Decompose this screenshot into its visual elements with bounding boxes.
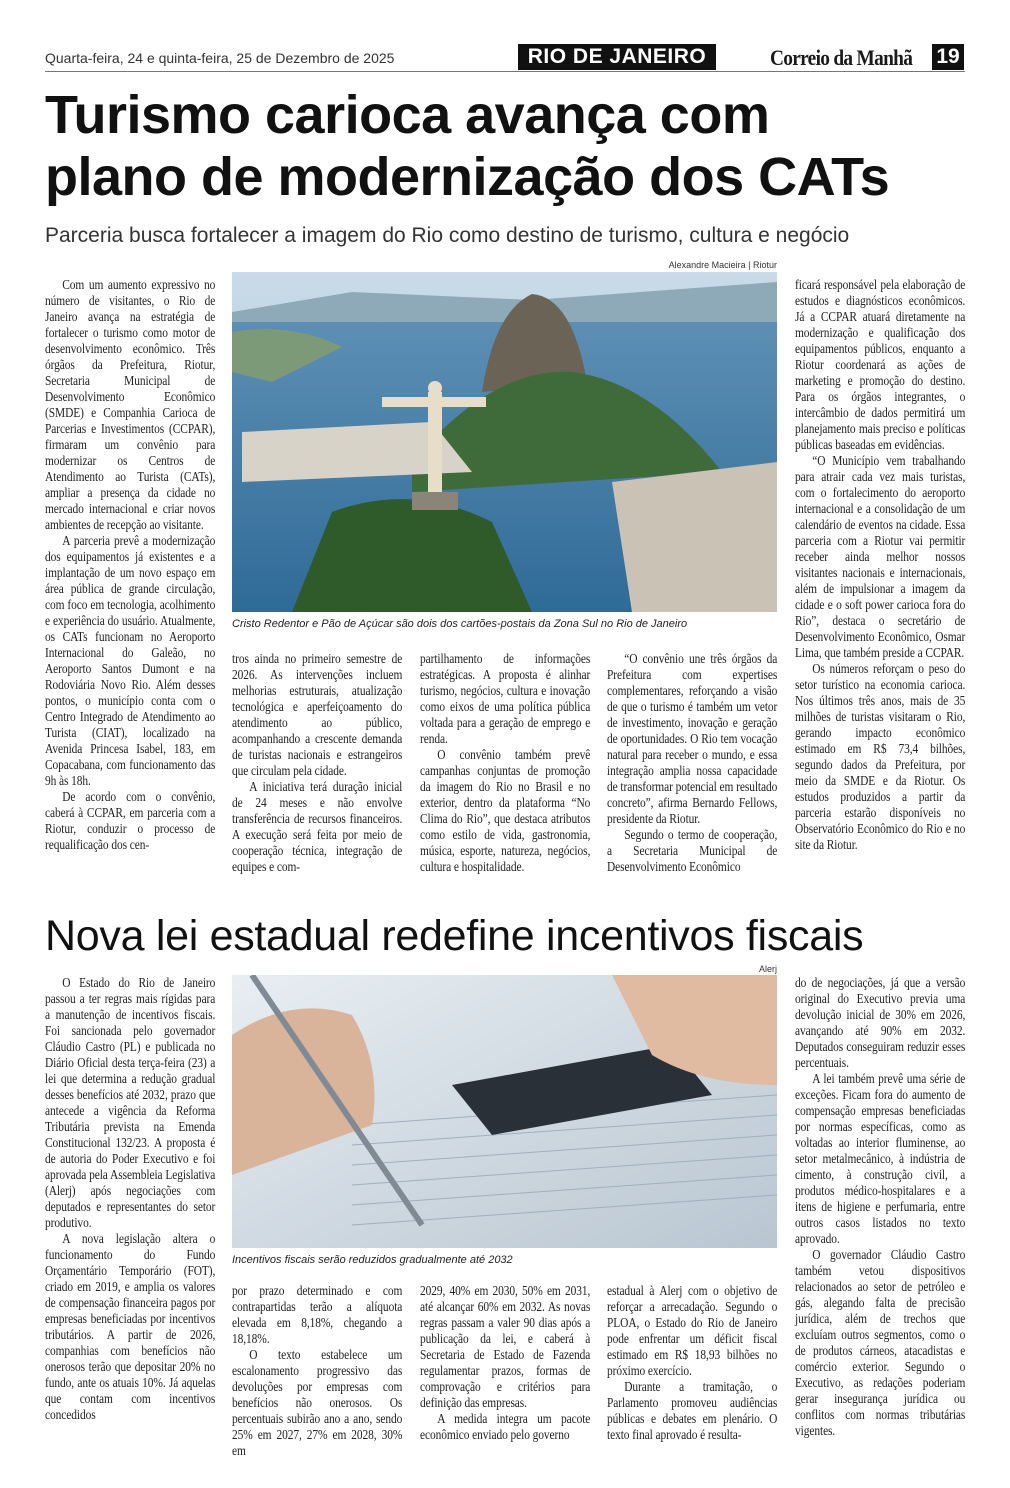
paragraph: A parceria prevê a modernização dos equipamentos já existentes e a implantação de um novo espaço em área pública de grande circulação, com foco em tecnologia, acolhimento e experiência do usuário. Atualmente, os CATs funcionam no Aeroporto Internacional do Galeão, no Aeroporto Santos Dumont e na Rodoviária Novo Rio. Além desses pontos, o município conta com o Centro Integrado de Atendimento ao Turista (CIAT), localizado na Avenida Princesa Isabel, 183, em Copacabana, com funcionamento das 9h às 18h. [45,533,216,788]
headline-line: Turismo carioca avança com [45,85,770,145]
page-number: 19 [932,44,964,70]
paragraph: “O convênio une três órgãos da Prefeitura com expertises complementares, reforçando a visão de que o turismo é também um vetor de investimento, inovação e geração de oportunidades. O Rio tem vocação natural para receber o mundo, e essa integração amplia nossa capacidade de transformar potencial em resultado concreto”, afirma Bernardo Fellows, presidente da Riotur. [607,651,778,826]
article1-subtitle: Parceria busca fortalecer a imagem do Rio como destino de turismo, cultura e negócio [45,224,850,247]
calculator-hands-image [232,975,777,1248]
article1-column-3 [420,651,590,875]
article2-column-5 [795,975,965,1439]
article1-column-5 [795,277,965,853]
paragraph: A nova legislação altera o funcionamento do Fundo Orçamentário Temporário (FOT), criado em 2019, e amplia os valores de compensação financeira pagos por empresas beneficiadas por incentivos tributários. A partir de 2026, companhias com benefícios não onerosos terão que depositar 20% no fundo, ante os atuais 10%. Já aquelas que contam com incentivos concedidos [45,1231,216,1422]
photo-credit: Alerj [758,964,777,974]
paragraph: do de negociações, já que a versão original do Executivo previa uma devolução inicial de 30% em 2026, avançando até 90% em 2032. Deputados conseguiram reduzir esses percentuais. [795,975,966,1070]
paragraph: ficará responsável pela elaboração de estudos e diagnósticos econômicos. Já a CCPAR atuará diretamente na modernização e qualificação dos equipamentos públicos, enquanto a Riotur coordenará as ações de marketing e promoção do destino. Para os órgãos integrantes, o intercâmbio de dados permitirá um planejamento mais preciso e políticas públicas baseadas em evidências. [795,277,966,452]
paragraph: Os números reforçam o peso do setor turístico na economia carioca. Nos últimos três anos, mais de 35 milhões de turistas visitaram o Rio, gerando impacto econômico estimado em R$ 73,4 bilhões, segundo dados da Prefeitura, por meio da SMDE e da Riotur. Os estudos produzidos a partir da parceria estarão disponíveis no Observatório Econômico do Rio e no site da Riotur. [795,661,966,852]
paragraph: estadual à Alerj com o objetivo de reforçar a arrecadação. Segundo o PLOA, o Estado do Rio de Janeiro pode enfrentar um déficit fiscal estimado em R$ 18,93 bilhões no próximo exercício. [607,1283,778,1378]
article1-headline [45,84,975,208]
calculator-photo [232,975,777,1248]
cristo-sugarloaf-image [232,272,777,612]
paragraph: O Estado do Rio de Janeiro passou a ter regras mais rígidas para a manutenção de incentivos fiscais. Foi sancionada pelo governador Cláudio Castro (PL) e publicada no Diário Oficial desta terça-feira (23) a lei que determina a redução gradual desses benefícios até 2032, prazo que antecede a vigência da Reforma Tributária prevista na Emenda Constitucional 132/23. A proposta é de autoria do Poder Executivo e foi aprovada pela Assembleia Legislativa (Alerj) após negociações com deputados e representantes do setor produtivo. [45,975,216,1230]
section-label: RIO DE JANEIRO [518,44,716,70]
paragraph: O texto estabelece um escalonamento progressivo das devoluções por empresas com benefícios não onerosos. Os percentuais subirão ano a ano, sendo 25% em 2027, 27% em 2028, 30% em [232,1347,403,1458]
paragraph: De acordo com o convênio, caberá à CCPAR, em parceria com a Riotur, conduzir o processo de requalificação dos cen- [45,789,216,852]
paragraph: O convênio também prevê campanhas conjuntas de promoção da imagem do Rio no Brasil e no exterior, dentro da plataforma “No Clima do Rio”, que destaca atributos como estilo de vida, gastronomia, música, esporte, natureza, negócios, cultura e hospitalidade. [420,747,591,874]
article2-headline: Nova lei estadual redefine incentivos fiscais [45,912,864,960]
paragraph: A iniciativa terá duração inicial de 24 meses e não envolve transferência de recursos financeiros. A execução será feita por meio de cooperação técnica, integração de equipes e com- [232,779,403,874]
photo-caption: Incentivos fiscais serão reduzidos gradualmente até 2032 [232,1254,513,1266]
paragraph: por prazo determinado e com contrapartidas terão a alíquota elevada em 8,18%, chegando a 18,18%. [232,1283,403,1346]
paragraph: “O Município vem trabalhando para atrair cada vez mais turistas, com o fortalecimento do aeroporto internacional e a consolidação de um calendário de eventos na cidade. Essa parceria com a Riotur vai permitir receber ainda melhor nossos visitantes nacionais e internacionais, além de impulsionar a imagem da cidade e o soft power carioca fora do Rio”, destaca o secretário de Desenvolvimento Econômico, Osmar Lima, que também preside a CCPAR. [795,453,966,660]
paragraph: partilhamento de informações estratégicas. A proposta é alinhar turismo, negócios, cultura e inovação como eixos de uma política pública voltada para a geração de emprego e renda. [420,651,591,746]
paragraph: Segundo o termo de cooperação, a Secretaria Municipal de Desenvolvimento Econômico [607,827,778,874]
newspaper-logo: Correio da Manhã [770,45,913,70]
paragraph: A medida integra um pacote econômico enviado pelo governo [420,1411,591,1442]
article1-column-1 [45,277,215,853]
article2-column-4 [607,1283,777,1443]
article2-column-1 [45,975,215,1423]
paragraph: tros ainda no primeiro semestre de 2026. As intervenções incluem melhorias estruturais, atualização tecnológica e aperfeiçoamento do atendimento ao público, acompanhando a crescente demanda de turistas nacionais e estrangeiros que circulam pela cidade. [232,651,403,778]
article2-column-3 [420,1283,590,1443]
headline-line: plano de modernização dos CATs [45,147,890,207]
paragraph: Com um aumento expressivo no número de visitantes, o Rio de Janeiro avança na estratégia de fortalecer o turismo como motor de desenvolvimento econômico. Três órgãos da Prefeitura, Riotur, Secretaria Municipal de Desenvolvimento Econômico (SMDE) e Companhia Carioca de Parcerias e Investimentos (CCPAR), firmaram um convênio para modernizar os Centros de Atendimento ao Turista (CATs), ampliar a presença da cidade no mercado internacional e criar novos ambientes de recepção ao visitante. [45,277,216,532]
paragraph: O governador Cláudio Castro também vetou dispositivos relacionados ao setor de petróleo e gás, alegando falta de precisão jurídica, além de trechos que excluíam outros segmentos, como o de produtos cárneos, atacadistas e comércio exterior. Segundo o Executivo, as redações poderiam gerar insegurança jurídica ou conflitos com normas tributárias vigentes. [795,1247,966,1438]
photo-credit: Alexandre Macieira | Riotur [668,260,777,270]
rio-photo [232,272,777,612]
paragraph: 2029, 40% em 2030, 50% em 2031, até alcançar 60% em 2032. As novas regras passam a valer 90 dias após a publicação da lei, e caberá à Secretaria de Estado de Fazenda regulamentar prazos, formas de comprovação e critérios para definição das empresas. [420,1283,591,1410]
article1-column-4 [607,651,777,875]
article1-column-2 [232,651,402,875]
header-divider [45,71,965,72]
dateline: Quarta-feira, 24 e quinta-feira, 25 de Dezembro de 2025 [45,50,395,66]
paragraph: A lei também prevê uma série de exceções. Ficam fora do aumento de compensação empresas beneficiadas por normas específicas, como as voltadas ao interior fluminense, ao setor metalmecânico, à indústria de cimento, à construção civil, a produtos médico-hospitalares e a itens de higiene e perfumaria, entre outros casos listados no texto aprovado. [795,1071,966,1246]
paragraph: Durante a tramitação, o Parlamento promoveu audiências públicas e debates em plenário. O texto final aprovado é resulta- [607,1379,778,1442]
article2-column-2 [232,1283,402,1459]
photo-caption: Cristo Redentor e Pão de Açúcar são dois dos cartões-postais da Zona Sul no Rio de Janeiro [232,618,688,630]
